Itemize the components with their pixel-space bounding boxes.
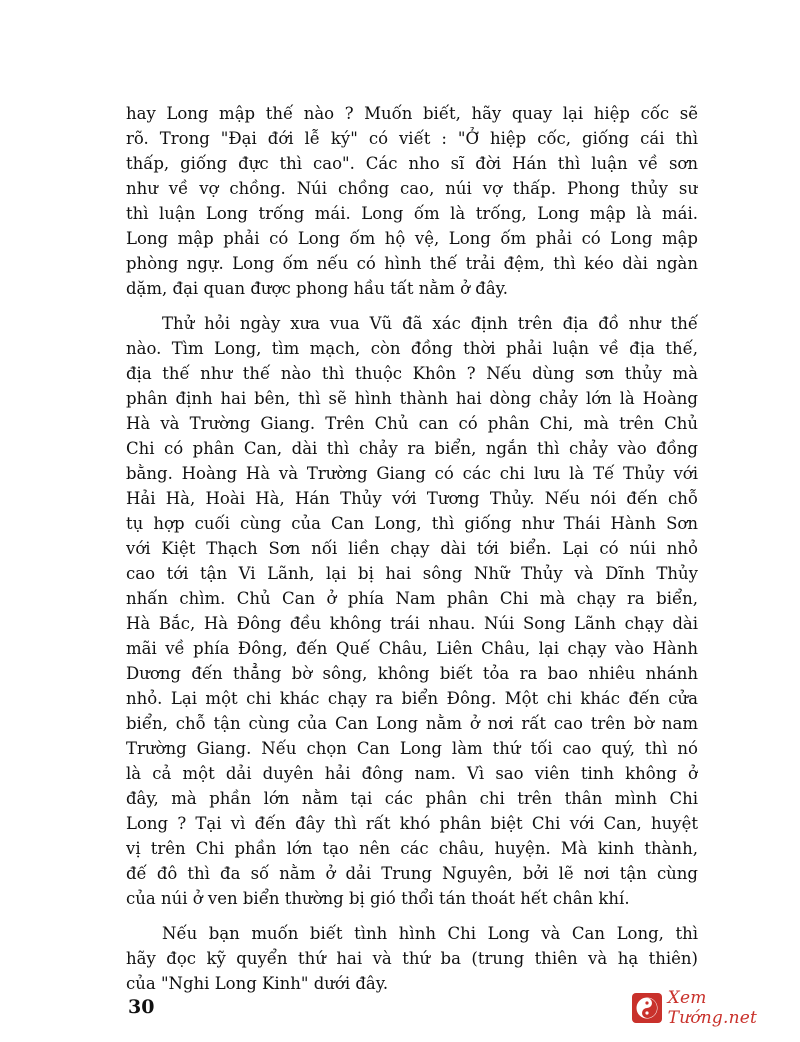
text-line: phòng ngự. Long ốm nếu có hình thế trải đệm, thì kéo dài ngàn bbox=[126, 254, 698, 273]
text-line: vị trên Chi phần lớn tạo nên các châu, huyện. Mà kinh thành, bbox=[126, 839, 698, 858]
text-line: rõ. Trong "Đại đới lễ ký" có viết : "Ở hiệp cốc, giống cái thì bbox=[126, 129, 698, 148]
text-line: đây, mà phần lớn nằm tại các phân chi trên thân mình Chi bbox=[126, 789, 698, 808]
text-line: Long mập phải có Long ốm hộ vệ, Long ốm phải có Long mập bbox=[126, 229, 698, 248]
text-line: của núi ở ven biển thường bị gió thổi tán thoát hết chân khí. bbox=[126, 889, 630, 908]
text-line: của "Nghi Long Kinh" dưới đây. bbox=[126, 974, 389, 993]
text-line: dặm, đại quan được phong hầu tất nằm ở đây. bbox=[126, 279, 509, 298]
text-line: Nếu bạn muốn biết tình hình Chi Long và Can Long, thì bbox=[162, 924, 698, 943]
text-line: Hải Hà, Hoài Hà, Hán Thủy với Tương Thủy. Nếu nói đến chỗ bbox=[126, 489, 698, 508]
text-line: hay Long mập thế nào ? Muốn biết, hãy quay lại hiệp cốc sẽ bbox=[126, 104, 698, 123]
text-line: địa thế như thế nào thì thuộc Khôn ? Nếu dùng sơn thủy mà bbox=[126, 364, 698, 383]
text-line: nhấn chìm. Chủ Can ở phía Nam phân Chi mà chạy ra biển, bbox=[126, 589, 698, 608]
text-line: thấp, giống đực thì cao". Các nho sĩ đời Hán thì luận về sơn bbox=[126, 154, 698, 173]
text-line: Trường Giang. Nếu chọn Can Long làm thứ tối cao quý, thì nó bbox=[126, 739, 698, 758]
text-line: nào. Tìm Long, tìm mạch, còn đồng thời phải luận về địa thế, bbox=[126, 339, 698, 358]
text-line: biển, chỗ tận cùng của Can Long nằm ở nơi rất cao trên bờ nam bbox=[126, 714, 698, 733]
text-line: đế đô thì đa số nằm ở dải Trung Nguyên, bởi lẽ nơi tận cùng bbox=[126, 864, 698, 883]
text-line: với Kiệt Thạch Sơn nối liền chạy dài tới biển. Lại có núi nhỏ bbox=[126, 539, 698, 558]
text-line: Thử hỏi ngày xưa vua Vũ đã xác định trên địa đồ như thế bbox=[162, 314, 698, 333]
page-number: 30 bbox=[128, 996, 155, 1018]
watermark-text: Xem Tướng.net bbox=[667, 988, 758, 1028]
text-line: mãi về phía Đông, đến Quế Châu, Liên Châu, lại chạy vào Hành bbox=[126, 639, 698, 658]
text-line: cao tới tận Vi Lãnh, lại bị hai sông Nhữ Thủy và Dĩnh Thủy bbox=[126, 564, 698, 583]
text-line: bằng. Hoàng Hà và Trường Giang có các chi lưu là Tế Thủy với bbox=[126, 464, 698, 483]
text-line: thì luận Long trống mái. Long ốm là trống, Long mập là mái. bbox=[126, 204, 698, 223]
text-line: tụ hợp cuối cùng của Can Long, thì giống như Thái Hành Sơn bbox=[126, 514, 698, 533]
yin-yang-icon bbox=[632, 993, 662, 1023]
text-line: là cả một dải duyên hải đông nam. Vì sao viên tinh không ở bbox=[126, 764, 698, 783]
text-line: nhỏ. Lại một chi khác chạy ra biển Đông. Một chi khác đến cửa bbox=[126, 689, 698, 708]
text-line: Long ? Tại vì đến đây thì rất khó phân biệt Chi với Can, huyệt bbox=[126, 814, 698, 833]
text-line: Chi có phân Can, dài thì chảy ra biển, ngắn thì chảy vào đồng bbox=[126, 439, 698, 458]
text-line: hãy đọc kỹ quyển thứ hai và thứ ba (trung thiên và hạ thiên) bbox=[126, 949, 698, 968]
text-line: Dương đến thẳng bờ sông, không biết tỏa ra bao nhiêu nhánh bbox=[126, 664, 698, 683]
text-line: như về vợ chồng. Núi chồng cao, núi vợ thấp. Phong thủy sư bbox=[126, 179, 698, 198]
watermark bbox=[632, 990, 800, 1026]
text-line: Hà Bắc, Hà Đông đều không trái nhau. Núi Song Lãnh chạy dài bbox=[126, 614, 698, 633]
text-line: Hà và Trường Giang. Trên Chủ can có phân Chi, mà trên Chủ bbox=[126, 414, 698, 433]
text-line: phân định hai bên, thì sẽ hình thành hai dòng chảy lớn là Hoàng bbox=[126, 389, 698, 408]
